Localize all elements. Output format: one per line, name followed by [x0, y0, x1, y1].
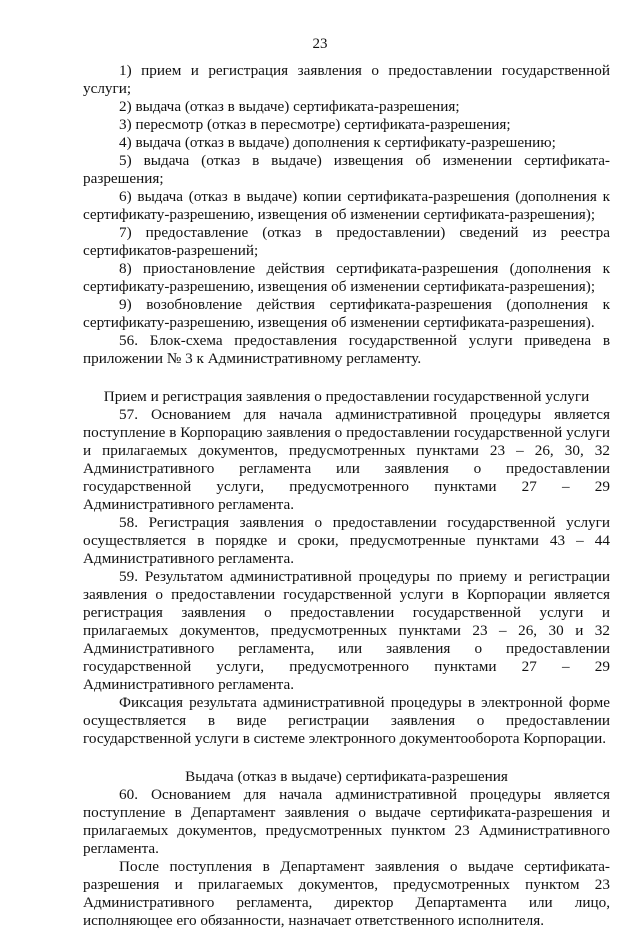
list-item: 1) прием и регистрация заявления о предоставлении государственной услуги; — [83, 62, 610, 97]
list-item: 9) возобновление действия сертификата-разрешения (дополнения к сертификату-разрешению, извещения об изменении сертификата-разрешения). — [83, 296, 610, 331]
list-item: 3) пересмотр (отказ в пересмотре) сертификата-разрешения; — [119, 116, 511, 133]
list-item: 5) выдача (отказ в выдаче) извещения об изменении сертификата-разрешения; — [83, 152, 610, 187]
page-number: 23 — [312, 36, 328, 52]
spacer — [83, 748, 610, 768]
paragraph-after-60: После поступления в Департамент заявления о выдаче сертификата-разрешения и прилагаемых документов, предусмотренных пунктом 23 Административного регламента, директор Департамента или лицо, исполняющее его обязанности, назначает ответственного исполнителя. — [83, 858, 610, 929]
paragraph-57: 57. Основанием для начала административной процедуры является поступление в Корпорацию заявления о предоставлении государственной услуги и прилагаемых документов, предусмотренных пунктами 23 – 26, 30, 32 Административного регламента или заявления о предоставлении государственной услуги, предусмотренного пунктами 27 – 29 Административного регламента. — [83, 406, 610, 513]
paragraph-56: 56. Блок-схема предоставления государственной услуги приведена в приложении № 3 к Административному регламенту. — [83, 332, 610, 367]
paragraph-58: 58. Регистрация заявления о предоставлении государственной услуги осуществляется в порядке и сроки, предусмотренные пунктами 43 – 44 Административного регламента. — [83, 514, 610, 567]
spacer — [83, 368, 610, 388]
document-body — [83, 62, 610, 930]
list-item: 4) выдача (отказ в выдаче) дополнения к сертификату-разрешению; — [119, 134, 556, 151]
list-item: 8) приостановление действия сертификата-разрешения (дополнения к сертификату-разрешению, извещения об изменении сертификата-разрешения); — [83, 260, 610, 295]
paragraph-59: 59. Результатом административной процедуры по приему и регистрации заявления о предоставлении государственной услуги в Корпорации является регистрация заявления о предоставлении государственной услуги и прилагаемых документов, предусмотренных пунктами 23 – 26, 30 и 32 Административного регламента, или заявления о предоставлении государственной услуги, предусмотренного пунктами 27 – 29 Административного регламента. — [83, 568, 610, 693]
section-heading: Выдача (отказ в выдаче) сертификата-разрешения — [185, 768, 508, 785]
paragraph-fixation: Фиксация результата административной процедуры в электронной форме осуществляется в виде регистрации заявления о предоставлении государственной услуги в системе электронного документооборота Корпорации. — [83, 694, 610, 747]
list-item: 6) выдача (отказ в выдаче) копии сертификата-разрешения (дополнения к сертификату-разрешению, извещения об изменении сертификата-разрешения); — [83, 188, 610, 223]
paragraph-60: 60. Основанием для начала административной процедуры является поступление в Департамент заявления о выдаче сертификата-разрешения и прилагаемых документов, предусмотренных пунктом 23 Административного регламента. — [83, 786, 610, 857]
section-heading: Прием и регистрация заявления о предоставлении государственной услуги — [103, 388, 590, 405]
list-item: 7) предоставление (отказ в предоставлении) сведений из реестра сертификатов-разрешений; — [83, 224, 610, 259]
list-item: 2) выдача (отказ в выдаче) сертификата-разрешения; — [119, 98, 460, 115]
